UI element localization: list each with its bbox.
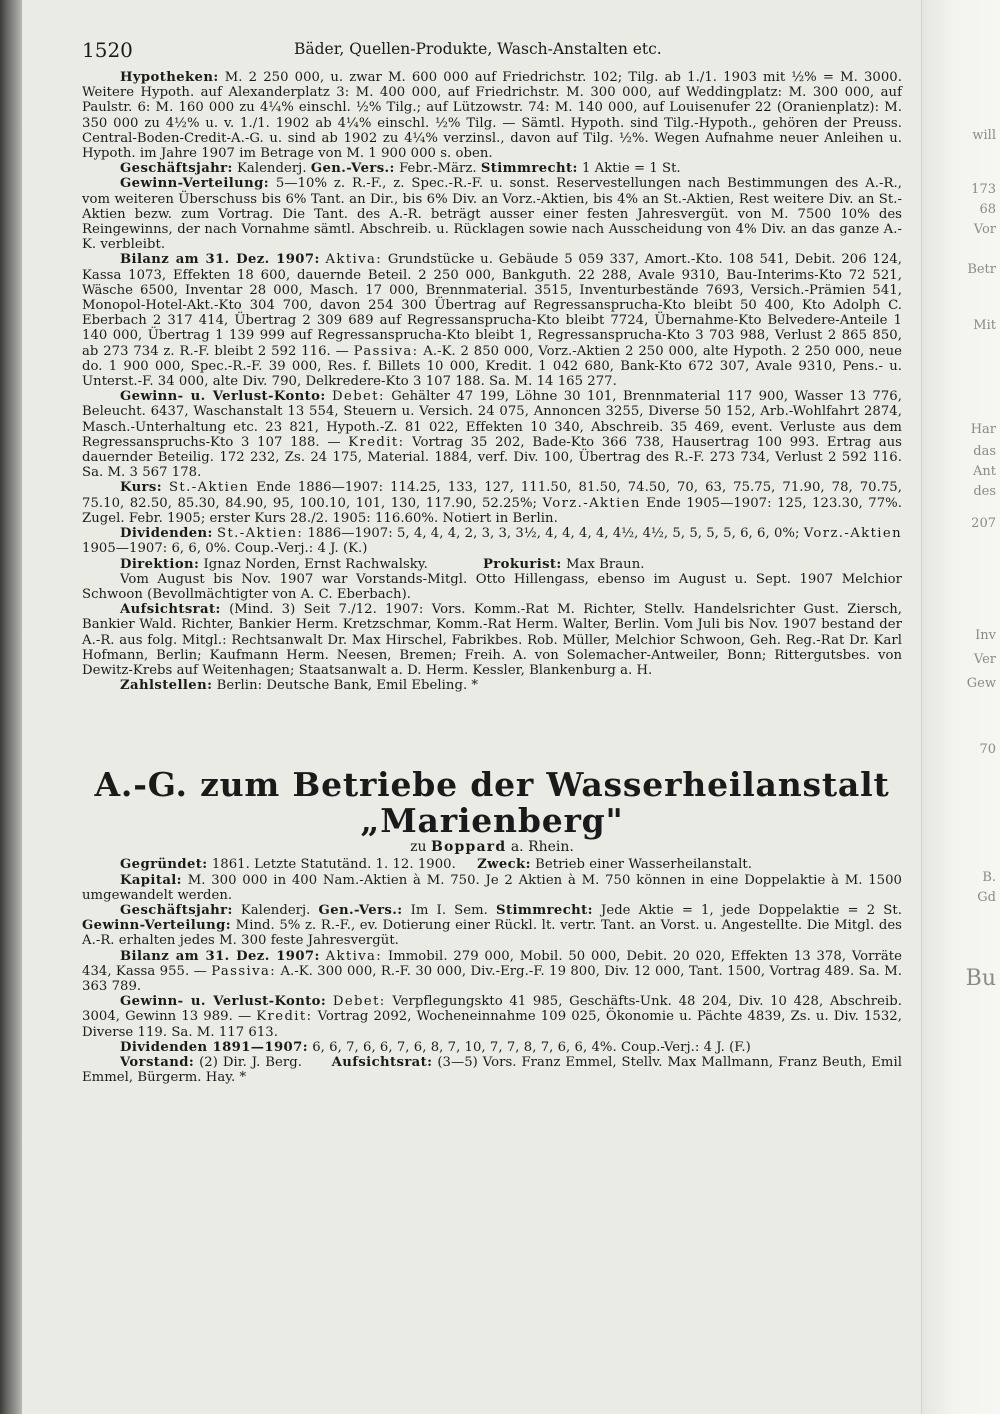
adjacent-page-edge — [921, 0, 1000, 1414]
bilanz-passiva-label: Passiva: — [211, 963, 277, 979]
vorstand-text: (2) Dir. J. Berg. — [199, 1054, 302, 1070]
genvers-label: Gen.-Vers.: — [318, 902, 403, 918]
guv-label: Gewinn- u. Verlust-Konto: — [120, 994, 327, 1010]
kurs-st-label: St.-Aktien — [169, 480, 250, 496]
kapital-text: M. 300 000 in 400 Nam.-Aktien à M. 750. Je 2 Aktien à M. 750 können in eine Doppelaktie à M. 1500 umgewandelt werden. — [82, 872, 902, 903]
location-prefix: zu — [410, 839, 427, 856]
genvers-label: Gen.-Vers.: — [310, 161, 395, 177]
dividenden-st-text: 1886—1907: 5, 4, 4, 4, 2, 3, 3, 3½, 4, 4, 4, 4, 4½, 4½, 5, 5, 5, 5, 6, 6, 0%; — [307, 526, 800, 542]
margin-fragment: B. — [982, 870, 996, 885]
stimmrecht-text: 1 Aktie = 1 St. — [581, 161, 681, 177]
bilanz-passiva-text: A.-K. 2 850 000, Vorz.-Aktien 2 250 000, alte Hypoth. 2 250 000, neue do. 1 900 000, Spec.-R.-F. 39 000, Res. f. Billets 10 000, Kredit. 1 042 680, Bank-Kto 672 307, Avale 9310, Pens.- u. Unterst.-F. 34 000, alte Div. 790, Delkredere-Kto 3 107 188. Sa. M. 14 165 277. — [82, 343, 902, 390]
zahlstellen-paragraph — [82, 678, 902, 693]
aufsichtsrat-text: (Mind. 3) Seit 7./12. 1907: Vors. Komm.-Rat M. Richter, Stellv. Handelsrichter Gust. Ziersch, Bankier Wald. Richter, Bankier Herm. Kretzschmar, Komm.-Rat Herm. Walter, Berlin. Vom Juli bis Nov. 1907 bestand der A.-R. aus folg. Mitgl.: Rechtsanwalt Dr. Max Hirschel, Fabrikbes. Rob. Müller, Melchior Schwoon, Geh. Reg.-Rat Dr. Karl Hofmann, Berlin; Kaufmann Herm. Neesen, Bremen; Freih. A. von Solemacher-Antweiler, Bonn; Rittergutsbes. von Dewitz-Krebs auf Weitenhagen; Staatsanwalt a. D. Herm. Kessler, Blankenburg a. H. — [82, 602, 903, 678]
margin-fragment: Ver — [973, 652, 996, 667]
kurs-label: Kurs: — [120, 480, 163, 496]
bilanz-label: Bilanz am 31. Dez. 1907: — [120, 948, 320, 964]
gewinn-verteilung-label: Gewinn-Verteilung: — [82, 918, 232, 934]
margin-fragment: des — [973, 484, 996, 499]
kurs-paragraph — [82, 480, 902, 526]
margin-fragment: Har — [970, 422, 996, 437]
dividenden-paragraph — [82, 526, 902, 556]
direktion-text: Ignaz Norden, Ernst Rachwalsky. — [203, 556, 428, 572]
margin-fragment: Ant — [973, 464, 996, 479]
zweck-text: Betrieb einer Wasserheilanstalt. — [535, 857, 752, 873]
margin-fragment: will — [972, 128, 996, 143]
margin-fragment: Inv — [975, 628, 996, 643]
margin-fragment: Bu — [965, 966, 996, 991]
page-content — [82, 30, 902, 1085]
page-header — [82, 30, 902, 70]
kapital-paragraph — [82, 873, 902, 903]
bilanz-aktiva-text: Immobil. 279 000, Mobil. 50 000, Debit. 20 020, Effekten 13 378, Vorräte 434, Kassa 955. — — [82, 948, 903, 979]
aufsichtsrat-label: Aufsichtsrat: — [120, 602, 221, 618]
geschaeftsjahr-text: Kalenderj. — [240, 902, 311, 918]
prokurist-text: Max Braun. — [565, 556, 645, 572]
meta-paragraph — [82, 161, 902, 176]
kurs-st-text: Ende 1886—1907: 114.25, 133, 127, 111.50, 81.50, 74.50, 70, 63, 75.75, 71.90, 78, 70.75, 75.10, 82.50, 85.30, 84.90, 95, 100.10, 101, 130, 117.90, 52.25%; — [82, 480, 902, 511]
location-suffix: a. Rhein. — [510, 839, 574, 856]
prokurist-label: Prokurist: — [482, 556, 562, 572]
kurs-vorz-text: Ende 1905—1907: 125, 123.30, 77%. Zugel. Febr. 1905; erster Kurs 28./2. 1905: 116.60%. Notiert in Berlin. — [82, 495, 902, 526]
gegruendet-paragraph — [82, 857, 902, 872]
gewinn-verteilung-text: Mind. 5% z. R.-F., ev. Dotierung einer Rückl. lt. vertr. Tant. an Vorst. u. Angestellte. Die Mitgl. des A.-R. erhalten jedes M. 300 feste Jahresvergüt. — [82, 918, 902, 949]
hypotheken-text: M. 2 250 000, u. zwar M. 600 000 auf Friedrichstr. 102; Tilg. ab 1./1. 1903 mit ½% = M. 3000. Weitere Hypoth. auf Alexanderplatz 3: M. 400 000, auf Friedrichstr. M. 300 000, auf Weddingplatz: M. 300 000, auf Paulstr. 6: M. 160 000 zu 4¼% einschl. ½% Tilg.; auf Lützowstr. 74: M. 140 000, auf Louisenufer 22 (Oranienplatz): M. 350 000 zu 4½% u. v. 1./1. 1902 ab 4¼% einschl. ½% Tilg. — Sämtl. Hypoth. sind Tilg.-Hypoth., gehören der Preuss. Central-Boden-Credit-A.-G. u. sind ab 1902 zu 4¼% verzinsl., davon auf Tilg. ½%. Wegen Aufnahme neuer Anleihen u. Hypoth. im Jahre 1907 im Betrage von M. 1 900 000 s. oben. — [82, 70, 902, 162]
vorstand-paragraph — [82, 1055, 902, 1085]
company-location — [82, 839, 902, 855]
meta-paragraph — [82, 903, 902, 949]
guv-debet-label: Debet: — [332, 994, 386, 1010]
genvers-text: Im I. Sem. — [410, 902, 488, 918]
binding-shadow — [0, 0, 22, 1414]
aufsichtsrat-text: (3—5) Vors. Franz Emmel, Stellv. Max Mallmann, Franz Beuth, Emil Emmel, Bürgerm. Hay. * — [82, 1054, 903, 1086]
company-title: A.-G. zum Betriebe der Wasserheilanstalt „Marienberg" — [94, 765, 890, 841]
geschaeftsjahr-label: Geschäftsjahr: — [120, 161, 233, 177]
bilanz-passiva-label: Passiva: — [353, 343, 419, 359]
guv-kredit-label: Kredit: — [348, 434, 405, 450]
gewinn-verteilung-paragraph — [82, 176, 902, 252]
direktion-paragraph — [82, 557, 902, 572]
dividenden-text: 6, 6, 7, 6, 6, 7, 6, 8, 7, 10, 7, 7, 8, 7, 6, 6, 4%. Coup.-Verj.: 4 J. (F.) — [312, 1039, 751, 1055]
kurs-vorz-label: Vorz.-Aktien — [542, 495, 641, 511]
vorstand-history-text: Vom August bis Nov. 1907 war Vorstands-Mitgl. Otto Hillengass, ebenso im August u. Sept. 1907 Melchior Schwoon (Bevollmächtigter von A. C. Eberbach). — [82, 571, 902, 602]
gegruendet-label: Gegründet: — [120, 857, 208, 873]
bilanz-label: Bilanz am 31. Dez. 1907: — [120, 252, 320, 268]
guv-paragraph — [82, 389, 902, 480]
aufsichtsrat-paragraph — [82, 602, 902, 678]
margin-fragment: 70 — [979, 742, 996, 757]
margin-fragment: Betr — [967, 262, 996, 277]
margin-fragment: 173 — [971, 182, 996, 197]
vorstand-history-paragraph — [82, 572, 902, 602]
guv-label: Gewinn- u. Verlust-Konto: — [120, 389, 326, 405]
genvers-text: Febr.-März. — [399, 161, 477, 177]
aufsichtsrat-label: Aufsichtsrat: — [331, 1054, 433, 1070]
gewinn-verteilung-label: Gewinn-Verteilung: — [120, 176, 270, 192]
guv-debet-text: Verpflegungskto 41 985, Geschäfts-Unk. 48 204, Div. 10 428, Abschreib. 3004, Gewinn 13 989. — — [82, 994, 902, 1025]
entry-marienberg — [82, 857, 902, 1085]
margin-fragment: Vor — [973, 222, 996, 237]
vorstand-label: Vorstand: — [120, 1054, 195, 1070]
stimmrecht-text: Jede Aktie = 1, jede Doppelaktie = 2 St. — [601, 902, 902, 918]
bilanz-aktiva-label: Aktiva: — [325, 252, 383, 268]
bilanz-aktiva-label: Aktiva: — [325, 948, 383, 964]
margin-fragment: das — [973, 444, 996, 459]
guv-debet-label: Debet: — [332, 389, 385, 405]
bilanz-paragraph — [82, 949, 902, 995]
hypotheken-label: Hypotheken: — [120, 70, 219, 85]
zahlstellen-text: Berlin: Deutsche Bank, Emil Ebeling. * — [216, 678, 479, 694]
bilanz-passiva-text: A.-K. 300 000, R.-F. 30 000, Div.-Erg.-F. 19 800, Div. 12 000, Tant. 1500, Vortrag 489. Sa. M. 363 789. — [82, 963, 903, 994]
gegruendet-text: 1861. Letzte Statutänd. 1. 12. 1900. — [211, 857, 456, 873]
margin-fragment: 207 — [971, 516, 996, 531]
entry-berlin-baths — [82, 70, 902, 693]
running-head: Bäder, Quellen-Produkte, Wasch-Anstalten etc. — [294, 40, 662, 58]
dividenden-label: Dividenden: — [120, 526, 213, 542]
zweck-label: Zweck: — [477, 857, 531, 873]
margin-fragment: Gd — [977, 890, 996, 905]
bilanz-aktiva-text: Grundstücke u. Gebäude 5 059 337, Amort.-Kto. 108 541, Debit. 206 124, Kassa 1073, Effekten 18 600, dauernde Beteil. 2 250 000, Bankguth. 22 288, Avale 9310, Bau-Interims-Kto 72 521, Wäsche 6500, Inventar 28 000, Masch. 17 000, Brennmaterial. 3515, Inventurbestände 7693, Versich.-Prämien 541, Monopol-Hotel-Akt.-Kto 304 700, davon 254 300 Übertrag auf Regressansprucha-Kto bleibt 50 400, Kto Adolph C. Eberbach 2 317 414, Übertrag 2 309 689 auf Regressansprucha-Kto bleibt 7724, Übernahme-Kto Belvedere-Anteile 1 140 000, Übertrag 1 139 999 auf Regressansprucha-Kto bleibt 1, Regressansprucha-Kto 3 703 988, Verlust 2 865 850, ab 273 734 z. R.-F. bleibt 2 592 116. — — [82, 252, 902, 359]
dividenden-paragraph — [82, 1040, 902, 1055]
dividenden-vorz-text: 1905—1907: 6, 6, 0%. Coup.-Verj.: 4 J. (K.) — [82, 541, 368, 557]
bilanz-paragraph — [82, 252, 902, 389]
dividenden-st-label: St.-Aktien: — [217, 526, 304, 542]
stimmrecht-label: Stimmrecht: — [480, 161, 578, 177]
page-number: 1520 — [82, 38, 133, 62]
guv-debet-text: Gehälter 47 199, Löhne 30 101, Brennmaterial 117 900, Wasser 13 776, Beleucht. 6437, Waschanstalt 13 554, Steuern u. Versich. 24 075, Annoncen 3255, Diverse 50 152, Arb.-Wohlfahrt 2874, Masch.-Unterhaltung etc. 23 821, Hypoth.-Z. 81 022, Effekten 10 340, Abschreib. 35 469, event. Verluste aus dem Regressanspruchs-Kto 3 107 188. — — [82, 389, 902, 450]
guv-kredit-text: Vortrag 2092, Wocheneinnahme 109 025, Ökonomie u. Pächte 4839, Zs. u. Div. 1532, Diverse 119. Sa. M. 117 613. — [82, 1009, 902, 1040]
geschaeftsjahr-label: Geschäftsjahr: — [120, 902, 233, 918]
geschaeftsjahr-text: Kalenderj. — [237, 161, 307, 177]
margin-fragment: 68 — [979, 202, 996, 217]
hypotheken-paragraph — [82, 70, 902, 161]
guv-paragraph — [82, 994, 902, 1040]
zahlstellen-label: Zahlstellen: — [120, 678, 213, 694]
guv-kredit-label: Kredit: — [256, 1009, 313, 1025]
guv-kredit-text: Vortrag 35 202, Bade-Kto 366 738, Hausertrag 100 993. Ertrag aus dauernder Beteilig. 172 232, Zs. 24 175, Material. 1884, verf. Div. 100, Übertrag des R.-F. 273 734, Verlust 2 592 116. Sa. M. 3 567 178. — [82, 434, 903, 481]
stimmrecht-label: Stimmrecht: — [496, 902, 593, 918]
dividenden-label: Dividenden 1891—1907: — [120, 1039, 308, 1055]
location-city: Boppard — [430, 839, 507, 856]
margin-fragment: Mit — [973, 318, 996, 333]
kapital-label: Kapital: — [120, 872, 182, 888]
margin-fragment: Gew — [966, 676, 996, 691]
dividenden-vorz-label: Vorz.-Aktien — [803, 526, 902, 542]
gewinn-verteilung-text: 5—10% z. R.-F., z. Spec.-R.-F. u. sonst. Reservestellungen nach Bestimmungen des A.-R., vom weiteren Überschuss bis 6% Tant. an Dir., bis 6% Div. an Vorz.-Aktien, bis 4% an St.-Aktien, Rest weitere Div. an St.-Aktien bezw. zum Vortrag. Die Tant. des A.-R. beträgt ausser einer festen Jahresvergüt. von M. 7500 10% des Reingewinns, der nach Vornahme sämtl. Abschreib. u. Rücklagen sowie nach Ausscheidung von 4% Div. an das ganze A.-K. verbleibt. — [82, 176, 902, 253]
direktion-label: Direktion: — [120, 556, 200, 572]
